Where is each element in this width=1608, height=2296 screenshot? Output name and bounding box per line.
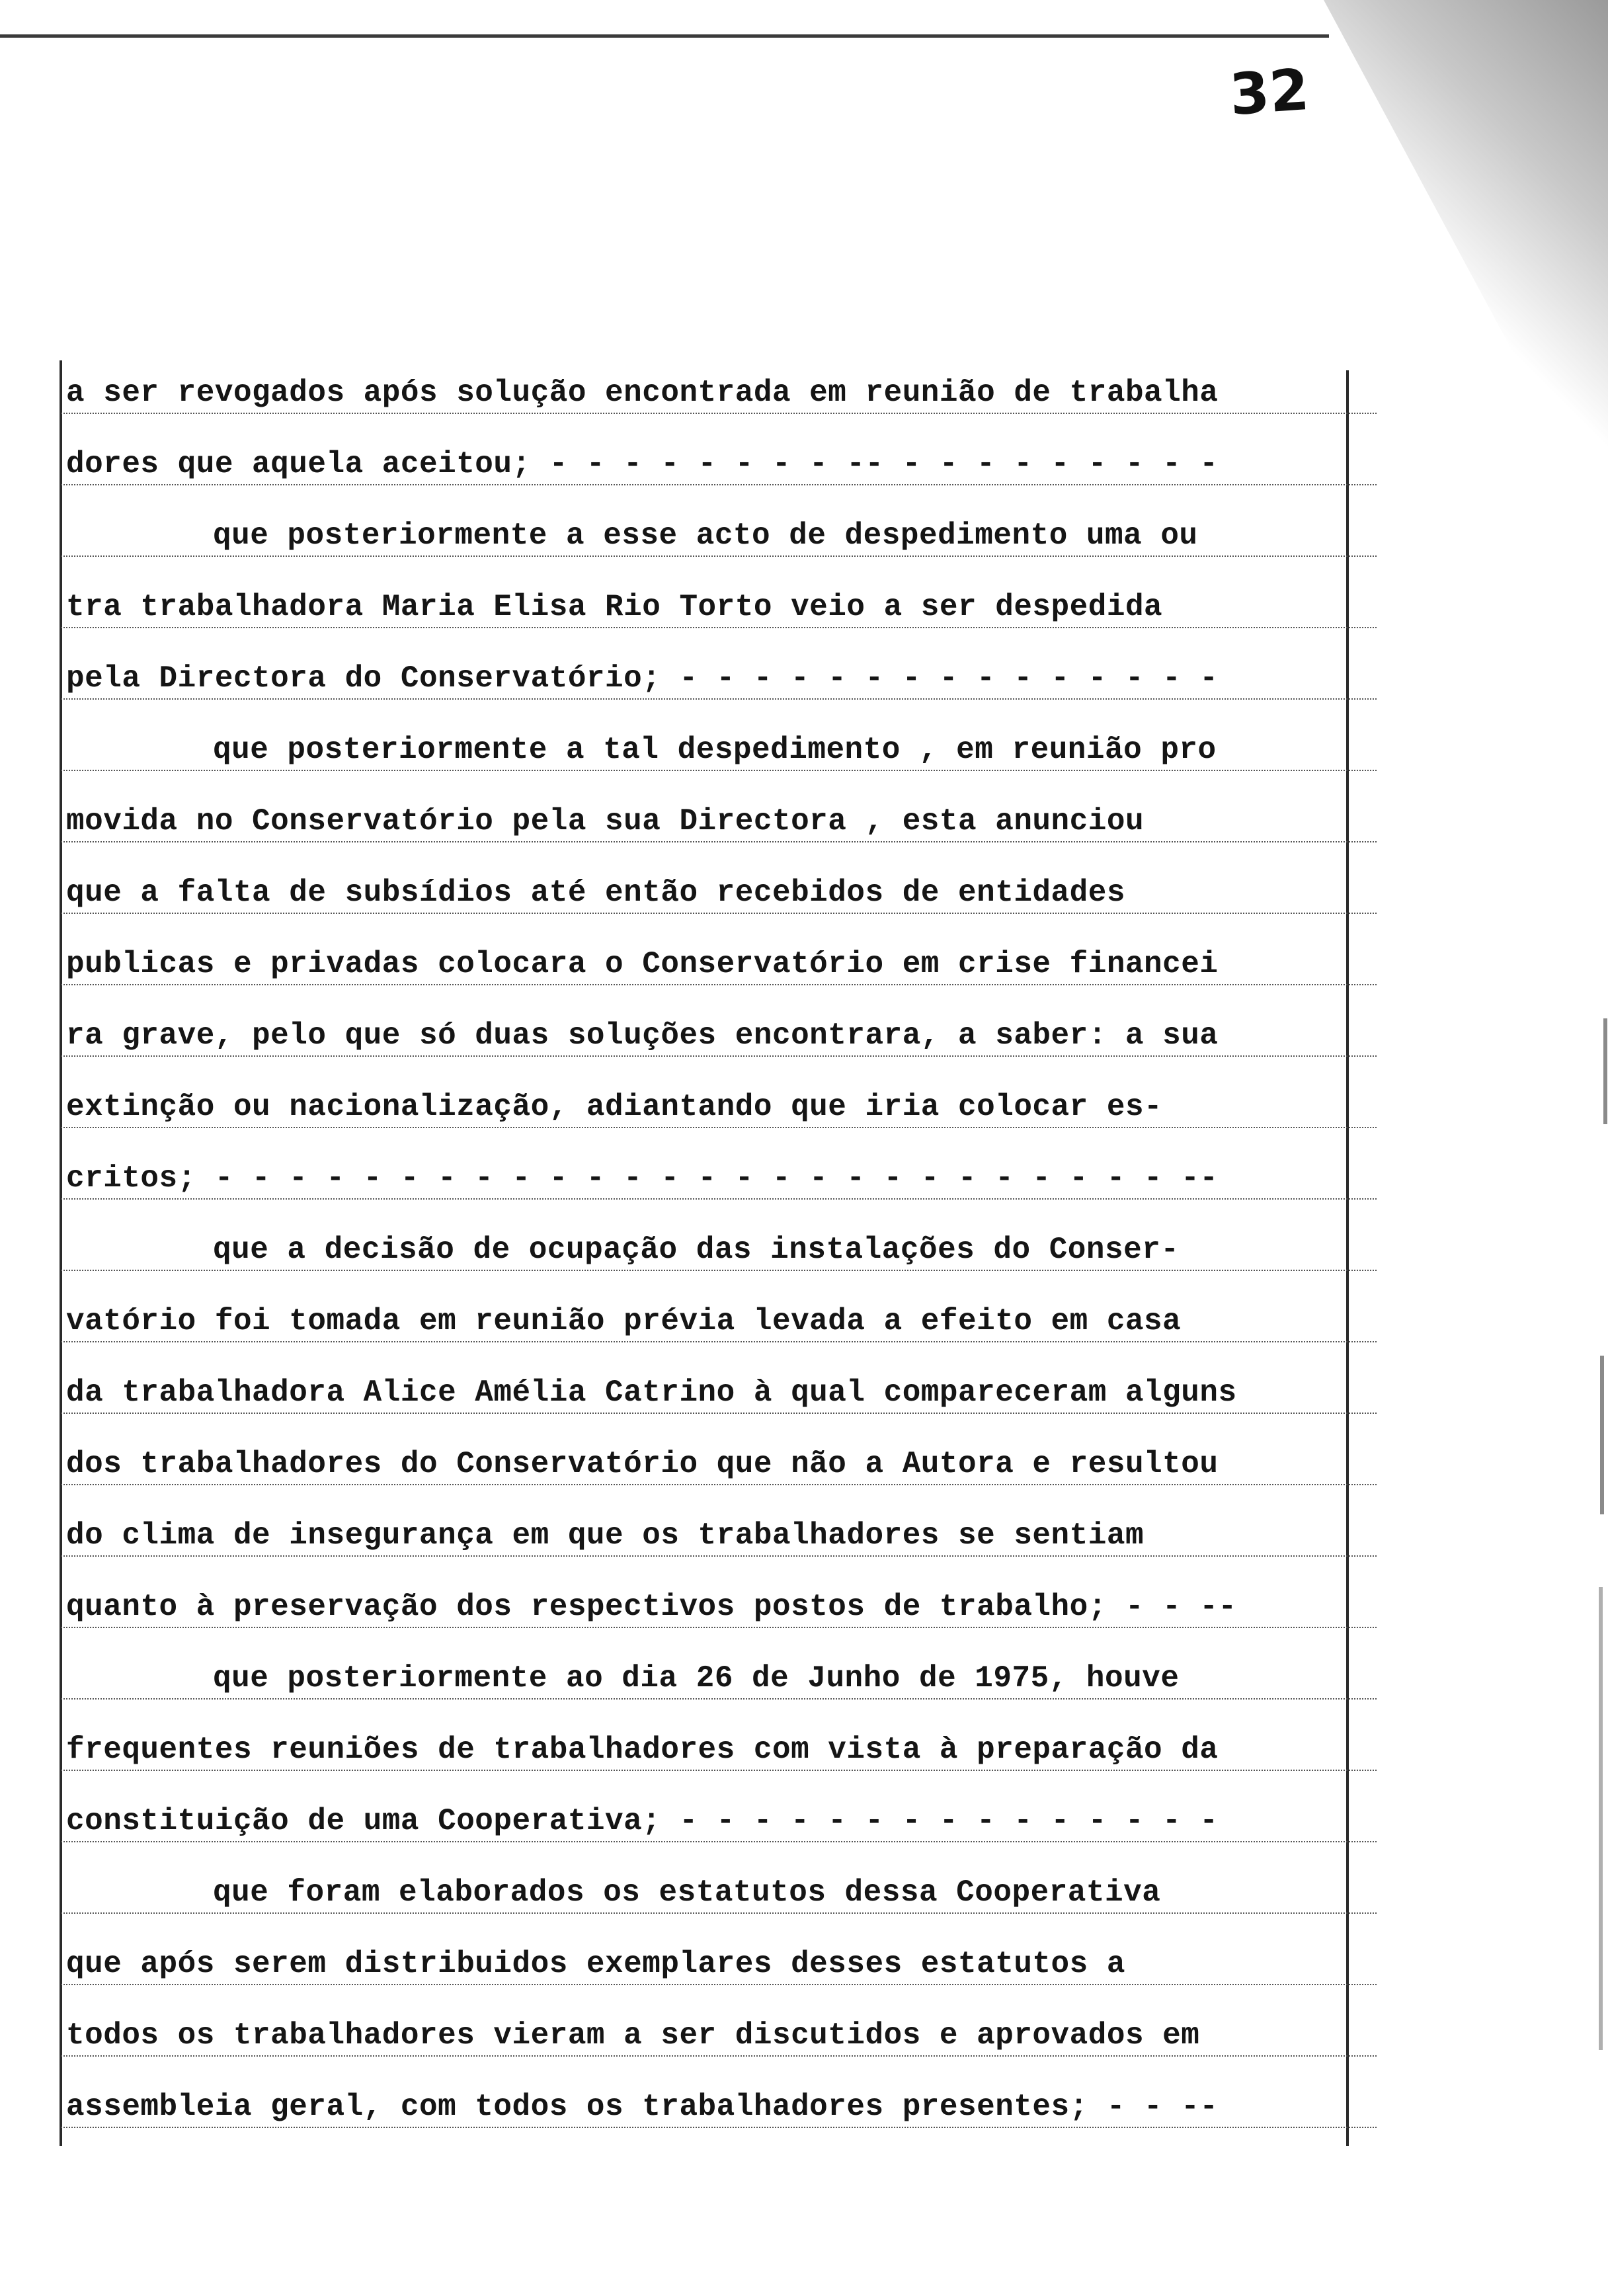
- text-line: [61, 643, 1377, 714]
- line-text: constituição de uma Cooperativa; - - - - - - - - - - - - - - -: [66, 1804, 1219, 1838]
- dotted-baseline: [61, 1627, 1377, 1628]
- text-line: [61, 571, 1377, 643]
- line-text: pela Directora do Conservatório; - - - - - - - - - - - - - - -: [66, 661, 1219, 696]
- dotted-baseline: [61, 1984, 1377, 1985]
- dotted-baseline: [61, 1841, 1377, 1842]
- line-text: que posteriormente ao dia 26 de Junho de 1975, houve: [213, 1661, 1180, 1696]
- line-text: movida no Conservatório pela sua Directora , esta anunciou: [66, 804, 1145, 839]
- line-text: publicas e privadas colocara o Conservatório em crise financei: [66, 947, 1219, 981]
- typed-text-body: [61, 357, 1377, 2143]
- line-text: que após serem distribuidos exemplares desses estatutos a: [66, 1947, 1125, 1981]
- dotted-baseline: [61, 555, 1377, 557]
- line-text: critos; - - - - - - - - - - - - - - - - - - - - - - - - - - --: [66, 1161, 1219, 1196]
- line-text: todos os trabalhadores vieram a ser discutidos e aprovados em: [66, 2018, 1200, 2053]
- text-line: [61, 1428, 1377, 1500]
- dotted-baseline: [61, 1127, 1377, 1128]
- line-text: do clima de insegurança em que os trabalhadores se sentiam: [66, 1518, 1145, 1553]
- dotted-baseline: [61, 627, 1377, 628]
- text-line: [61, 928, 1377, 1000]
- text-line: [61, 1071, 1377, 1143]
- line-text: que posteriormente a tal despedimento , em reunião pro: [213, 733, 1217, 767]
- dotted-baseline: [61, 1413, 1377, 1414]
- scan-edge-mark: [1603, 1018, 1607, 1124]
- text-line: [61, 357, 1377, 429]
- line-text: dores que aquela aceitou; - - - - - - - - -- - - - - - - - - -: [66, 447, 1219, 481]
- text-line: [61, 1143, 1377, 1214]
- line-text: extinção ou nacionalização, adiantando que iria colocar es-: [66, 1090, 1163, 1124]
- line-text: que a decisão de ocupação das instalações do Conser-: [213, 1233, 1180, 1267]
- dotted-baseline: [61, 1484, 1377, 1485]
- text-line: [61, 786, 1377, 857]
- dotted-baseline: [61, 413, 1377, 414]
- dotted-baseline: [61, 2127, 1377, 2128]
- text-line: [61, 1928, 1377, 2000]
- line-text: quanto à preservação dos respectivos postos de trabalho; - - --: [66, 1590, 1237, 1624]
- dotted-baseline: [61, 1055, 1377, 1057]
- scan-edge-mark: [1600, 1356, 1604, 1514]
- line-text: que foram elaborados os estatutos dessa Cooperativa: [213, 1875, 1161, 1910]
- top-border-line: [0, 34, 1329, 38]
- text-line: [61, 1571, 1377, 1643]
- text-line: [61, 1714, 1377, 1785]
- dotted-baseline: [61, 484, 1377, 485]
- dotted-baseline: [61, 2055, 1377, 2057]
- text-line: [61, 1785, 1377, 1857]
- text-line: [61, 2000, 1377, 2071]
- text-line: [61, 429, 1377, 500]
- scan-edge-mark: [1599, 1587, 1603, 2050]
- line-text: que posteriormente a esse acto de despedimento uma ou: [213, 518, 1198, 553]
- text-line: [61, 714, 1377, 786]
- text-line: [61, 1357, 1377, 1428]
- dotted-baseline: [61, 984, 1377, 985]
- page-number: 32: [1227, 56, 1312, 129]
- text-line: [61, 1000, 1377, 1071]
- line-text: assembleia geral, com todos os trabalhadores presentes; - - --: [66, 2090, 1219, 2124]
- dotted-baseline: [61, 698, 1377, 700]
- text-line: [61, 2071, 1377, 2143]
- text-line: [61, 1500, 1377, 1571]
- line-text: tra trabalhadora Maria Elisa Rio Torto veio a ser despedida: [66, 590, 1163, 624]
- text-line: [61, 1857, 1377, 1928]
- dotted-baseline: [61, 841, 1377, 842]
- dotted-baseline: [61, 1912, 1377, 1914]
- line-text: a ser revogados após solução encontrada em reunião de trabalha: [66, 376, 1219, 410]
- dotted-baseline: [61, 770, 1377, 771]
- dotted-baseline: [61, 1555, 1377, 1557]
- line-text: vatório foi tomada em reunião prévia levada a efeito em casa: [66, 1304, 1182, 1338]
- dotted-baseline: [61, 1770, 1377, 1771]
- dotted-baseline: [61, 1270, 1377, 1271]
- dotted-baseline: [61, 1341, 1377, 1342]
- text-line: [61, 1286, 1377, 1357]
- text-line: [61, 857, 1377, 928]
- text-line: [61, 1214, 1377, 1286]
- line-text: frequentes reuniões de trabalhadores com vista à preparação da: [66, 1733, 1219, 1767]
- line-text: da trabalhadora Alice Amélia Catrino à qual compareceram alguns: [66, 1375, 1237, 1410]
- text-line: [61, 1643, 1377, 1714]
- dotted-baseline: [61, 1698, 1377, 1700]
- dotted-baseline: [61, 913, 1377, 914]
- line-text: ra grave, pelo que só duas soluções encontrara, a saber: a sua: [66, 1018, 1219, 1053]
- text-line: [61, 500, 1377, 571]
- line-text: dos trabalhadores do Conservatório que não a Autora e resultou: [66, 1447, 1219, 1481]
- dotted-baseline: [61, 1198, 1377, 1200]
- line-text: que a falta de subsídios até então recebidos de entidades: [66, 876, 1125, 910]
